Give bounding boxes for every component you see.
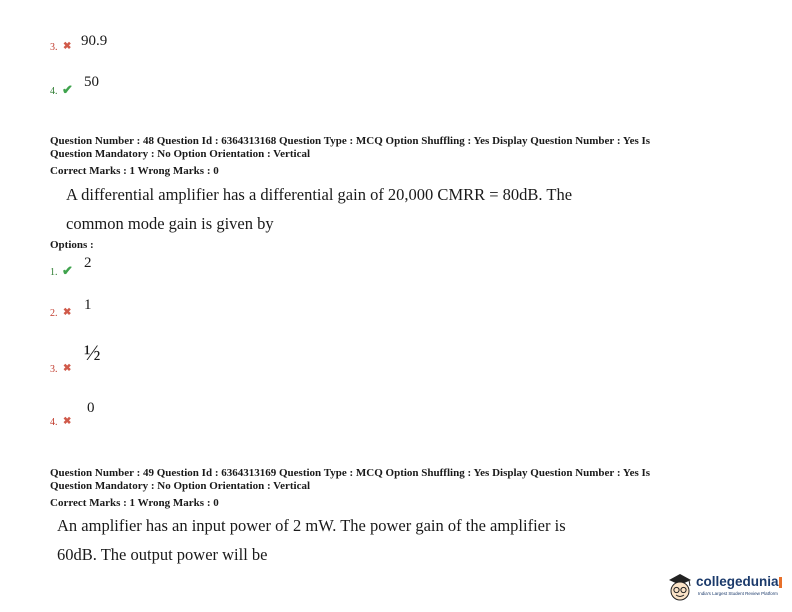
question-marks: Correct Marks : 1 Wrong Marks : 0 <box>50 165 219 177</box>
check-icon: ✔ <box>62 263 73 278</box>
option-number: 4. <box>50 86 58 97</box>
question-text-line2: 60dB. The output power will be <box>57 545 268 564</box>
question-meta-line2: Question Mandatory : No Option Orientation : Vertical <box>50 480 311 492</box>
cross-icon: ✖ <box>63 416 72 427</box>
mascot-icon <box>665 570 695 604</box>
question-meta-line1: Question Number : 48 Question Id : 6364313168 Question Type : MCQ Option Shuffling : Yes Display Question Number : Yes Is <box>50 135 651 147</box>
question-text-line1: An amplifier has an input power of 2 mW. The power gain of the amplifier is <box>57 516 566 535</box>
question-text-line2: common mode gain is given by <box>66 214 274 233</box>
brand-accent-bar <box>779 577 782 588</box>
options-label: Options : <box>50 239 94 251</box>
option-number: 3. <box>50 364 58 375</box>
question-meta-line2: Question Mandatory : No Option Orientation : Vertical <box>50 148 311 160</box>
question-marks: Correct Marks : 1 Wrong Marks : 0 <box>50 497 219 509</box>
option-value: 2 <box>84 255 92 271</box>
brand-tagline: India's Largest Student Review Platform <box>698 591 778 596</box>
brand-name: collegedunia <box>696 574 779 589</box>
cross-icon: ✖ <box>63 41 72 52</box>
question-meta-line1: Question Number : 49 Question Id : 6364313169 Question Type : MCQ Option Shuffling : Yes Display Question Number : Yes Is <box>50 467 651 479</box>
option-value: 1 <box>84 297 92 313</box>
cross-icon: ✖ <box>63 363 72 374</box>
option-number: 4. <box>50 417 58 428</box>
option-value: ½ <box>84 340 101 365</box>
option-value: 90.9 <box>81 33 108 49</box>
option-number: 1. <box>50 267 58 278</box>
option-number: 3. <box>50 42 58 53</box>
option-number: 2. <box>50 308 58 319</box>
cross-icon: ✖ <box>63 307 72 318</box>
question-text-line1: A differential amplifier has a differential gain of 20,000 CMRR = 80dB. The <box>66 185 573 204</box>
check-icon: ✔ <box>62 82 73 97</box>
option-value: 0 <box>87 400 95 416</box>
collegedunia-logo <box>665 570 785 608</box>
option-value: 50 <box>84 74 99 90</box>
